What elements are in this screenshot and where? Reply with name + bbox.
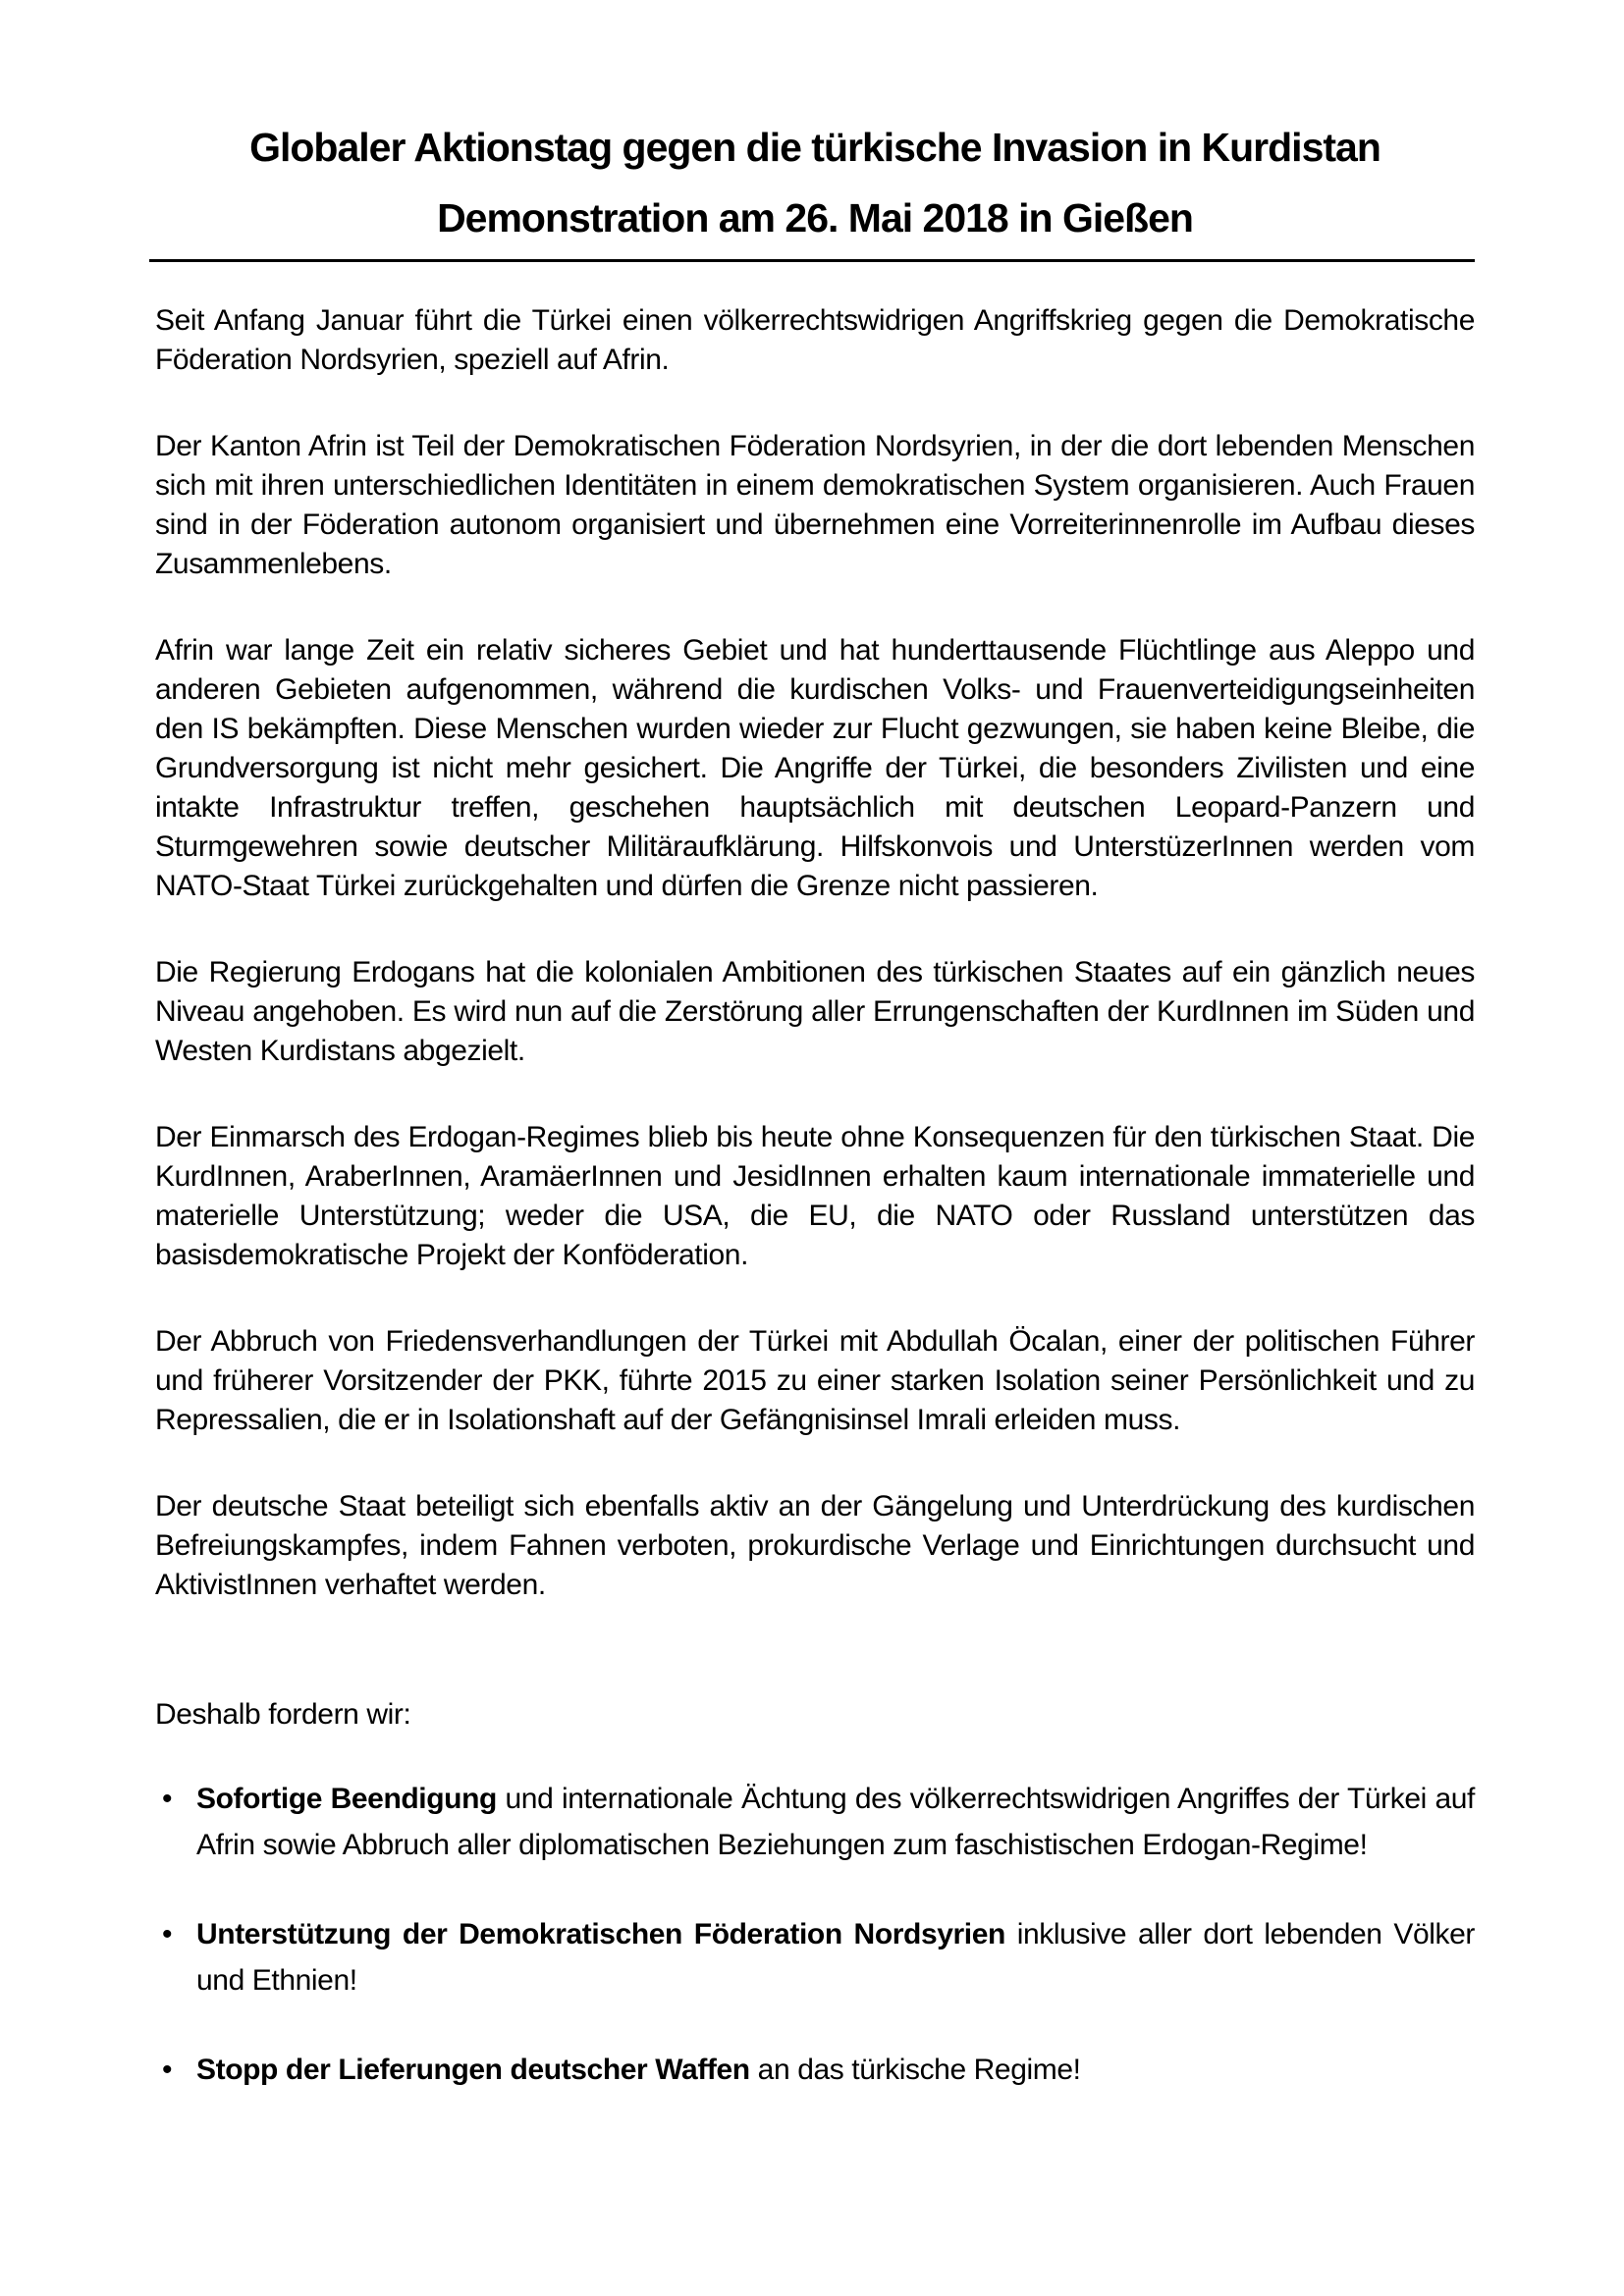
demand-1-rest: und internationale Ächtung des völkerrechtswidrigen Angriffes der Türkei auf Afrin sowie Abbruch aller diplomatischen Beziehungen zum faschistischen Erdogan-Regime!	[196, 1783, 1475, 1861]
paragraph-2: Der Kanton Afrin ist Teil der Demokratischen Föderation Nordsyrien, in der die dort lebenden Menschen sich mit ihren unterschiedlichen Identitäten in einem demokratischen System organisieren. Auch Frauen sind in der Föderation autonom organisiert und übernehmen eine Vorreiterinnenrolle im Aufbau dieses Zusammenlebens.	[155, 430, 1475, 580]
title-divider	[149, 259, 1475, 262]
title-line-1: Globaler Aktionstag gegen die türkische Invasion in Kurdistan	[249, 125, 1380, 170]
page-title	[155, 112, 1475, 253]
paragraph-3: Afrin war lange Zeit ein relativ sicheres Gebiet und hat hunderttausende Flüchtlinge aus Aleppo und anderen Gebieten aufgenommen, während die kurdischen Volks- und Frauenverteidigungseinheiten den IS bekämpften. Diese Menschen wurden wieder zur Flucht gezwungen, sie haben keine Bleibe, die Grundversorgung ist nicht mehr gesichert. Die Angriffe der Türkei, die besonders Zivilisten und eine intakte Infrastruktur treffen, geschehen hauptsächlich mit deutschen Leopard-Panzern und Sturmgewehren sowie deutscher Militäraufklärung. Hilfskonvois und UnterstüzerInnen werden vom NATO-Staat Türkei zurückgehalten und dürfen die Grenze nicht passieren.	[155, 634, 1475, 902]
title-line-2: Demonstration am 26. Mai 2018 in Gießen	[437, 195, 1193, 240]
demands-intro: Deshalb fordern wir:	[155, 1698, 411, 1731]
paragraph-1: Seit Anfang Januar führt die Türkei einen völkerrechtswidrigen Angriffskrieg gegen die Demokratische Föderation Nordsyrien, speziell auf Afrin.	[155, 304, 1475, 376]
demand-item-2	[155, 1911, 1475, 2003]
bullet-icon: •	[162, 1918, 173, 1950]
demand-item-3	[155, 2047, 1475, 2093]
demand-3-rest: an das türkische Regime!	[749, 2054, 1081, 2086]
demand-2-bold: Unterstützung der Demokratischen Föderation Nordsyrien	[196, 1918, 1005, 1950]
bullet-icon: •	[162, 2054, 173, 2086]
paragraph-5: Der Einmarsch des Erdogan-Regimes blieb bis heute ohne Konsequenzen für den türkischen Staat. Die KurdInnen, AraberInnen, AramäerInnen und JesidInnen erhalten kaum internationale immaterielle und materielle Unterstützung; weder die USA, die EU, die NATO oder Russland unterstützen das basisdemokratische Projekt der Konföderation.	[155, 1121, 1475, 1271]
demands-list	[155, 1776, 1475, 2093]
paragraph-6: Der Abbruch von Friedensverhandlungen der Türkei mit Abdullah Öcalan, einer der politischen Führer und früherer Vorsitzender der PKK, führte 2015 zu einer starken Isolation seiner Persönlichkeit und zu Repressalien, die er in Isolationshaft auf der Gefängnisinsel Imrali erleiden muss.	[155, 1325, 1475, 1436]
paragraph-7: Der deutsche Staat beteiligt sich ebenfalls aktiv an der Gängelung und Unterdrückung des kurdischen Befreiungskampfes, indem Fahnen verboten, prokurdische Verlage und Einrichtungen durchsucht und AktivistInnen verhaftet werden.	[155, 1490, 1475, 1601]
demand-2-rest: inklusive aller dort lebenden Völker und Ethnien!	[196, 1918, 1475, 1997]
demand-3-bold: Stopp der Lieferungen deutscher Waffen	[196, 2054, 750, 2086]
demand-1-bold: Sofortige Beendigung	[196, 1783, 497, 1815]
demand-item-1	[155, 1776, 1475, 1868]
bullet-icon: •	[162, 1783, 173, 1815]
paragraph-4: Die Regierung Erdogans hat die kolonialen Ambitionen des türkischen Staates auf ein gänzlich neues Niveau angehoben. Es wird nun auf die Zerstörung aller Errungenschaften der KurdInnen im Süden und Westen Kurdistans abgezielt.	[155, 956, 1475, 1067]
